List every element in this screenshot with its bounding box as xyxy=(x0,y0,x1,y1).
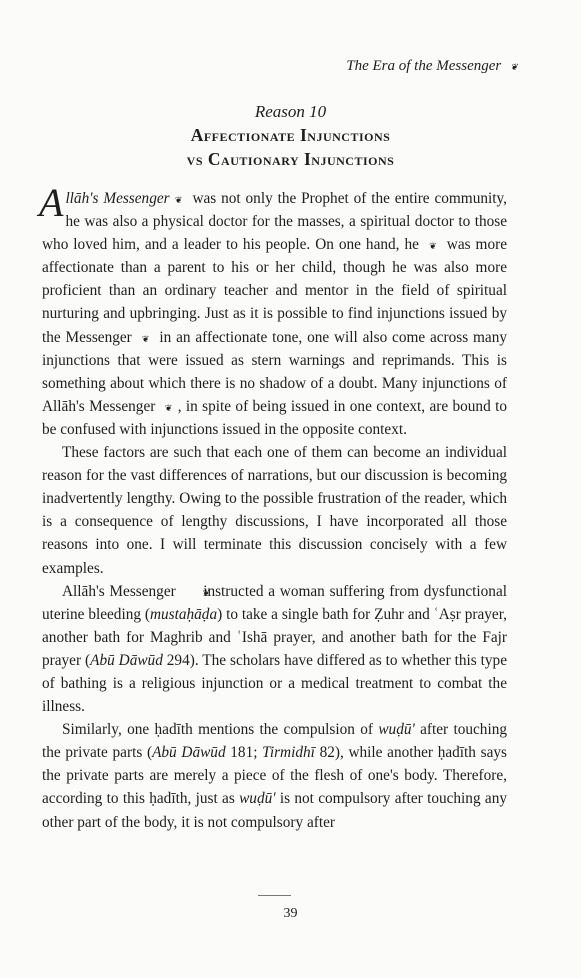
salutation-symbol-icon xyxy=(162,403,176,413)
salutation-symbol-icon xyxy=(172,195,186,205)
salutation-symbol-icon xyxy=(507,62,521,72)
citation-abu-dawud: Abū Dāwūd xyxy=(152,744,226,762)
salutation-symbol-icon xyxy=(426,241,440,251)
citation-abu-dawud: Abū Dāwūd xyxy=(90,651,163,669)
paragraph-3-text-b: instructed a woman suffering from dysfunctional uterine bleeding ( xyxy=(42,582,507,623)
term-mustahada: mustaḥāḍa xyxy=(149,605,218,623)
reason-label: Reason 10 xyxy=(254,102,327,121)
citation-tirmidhi: Tirmidhī xyxy=(262,744,315,762)
paragraph-4-text-c: after touching the private parts ( xyxy=(42,721,507,762)
paragraph-4-text-e: 181; xyxy=(225,744,263,762)
paragraph-1-text-b: was more affectionate than a parent to his or her child, though he was also more proficient than an ordinary teacher and mentor in the field of spiritual nurturing and upbringing. Just as it is possible to find injunctions issued by the Messenger xyxy=(42,236,507,346)
paragraph-3 xyxy=(42,580,507,719)
running-head xyxy=(346,58,523,75)
footer-rule xyxy=(258,895,291,896)
paragraph-4-text-a: Similarly, one ḥadīth mentions the compulsion of xyxy=(62,721,379,739)
body-text xyxy=(39,180,508,834)
paragraph-4-text-g: 82), while another ḥadīth says the private parts are merely a piece of the flesh of one's body. Therefore, according to this ḥadīth, just as xyxy=(42,744,507,808)
chapter-heading xyxy=(40,101,541,171)
salutation-symbol-icon xyxy=(139,334,153,344)
opening-words: llāh's Messenger xyxy=(65,190,170,207)
title-line-1: Affectionate Injunctions xyxy=(190,125,391,145)
paragraph-3-text-a: Allāh's Messenger xyxy=(62,582,181,600)
term-wudu: wuḍū' xyxy=(239,790,276,808)
page-number: 39 xyxy=(283,906,298,921)
paragraph-3-text-f: 294). The scholars have differed as to whether this type of bathing is a religious injunction or a medical treatment to combat the illness. xyxy=(42,651,507,716)
salutation-symbol-icon xyxy=(182,588,196,598)
paragraph-1-text-d: , in spite of being issued in one context, are bound to be confused with injunctions issued in the opposite context. xyxy=(42,397,508,438)
running-head-text: The Era of the Messenger xyxy=(346,58,502,74)
paragraph-4 xyxy=(42,718,507,833)
title-line-2: vs Cautionary Injunctions xyxy=(186,149,395,169)
term-wudu: wuḍū' xyxy=(378,721,415,739)
paragraph-4-text-i: is not compulsory after touching any other part of the body, it is not compulsory after xyxy=(42,790,508,831)
paragraph-3-text-d: ) to take a single bath for Ẓuhr and ʿAṣr prayer, another bath for Maghrib and ʿIshā prayer, and another bath for the Fajr prayer ( xyxy=(42,605,507,669)
paragraph-1-text-a: was not only the Prophet of the entire community, he was also a physical doctor for the masses, a spiritual doctor to those who loved him, and a leader to his people. On one hand, he xyxy=(42,190,507,254)
paragraph-2: These factors are such that each one of them can become an individual reason for the vast differences of narrations, but our discussion is becoming inadvertently lengthy. Owing to the possible frustration of the reader, which is a consequence of lengthy discussions, I have incorporated all those reasons into one. I will terminate this discussion concisely with a few examples. xyxy=(42,444,507,577)
paragraph-1-text-c: in an affectionate tone, one will also come across many injunctions that were issued as stern warnings and reprimands. This is something about which there is no shadow of a doubt. Many injunctions of Allāh's Messenger xyxy=(42,328,507,415)
paragraph-1 xyxy=(39,180,508,441)
drop-cap: A xyxy=(39,180,64,225)
